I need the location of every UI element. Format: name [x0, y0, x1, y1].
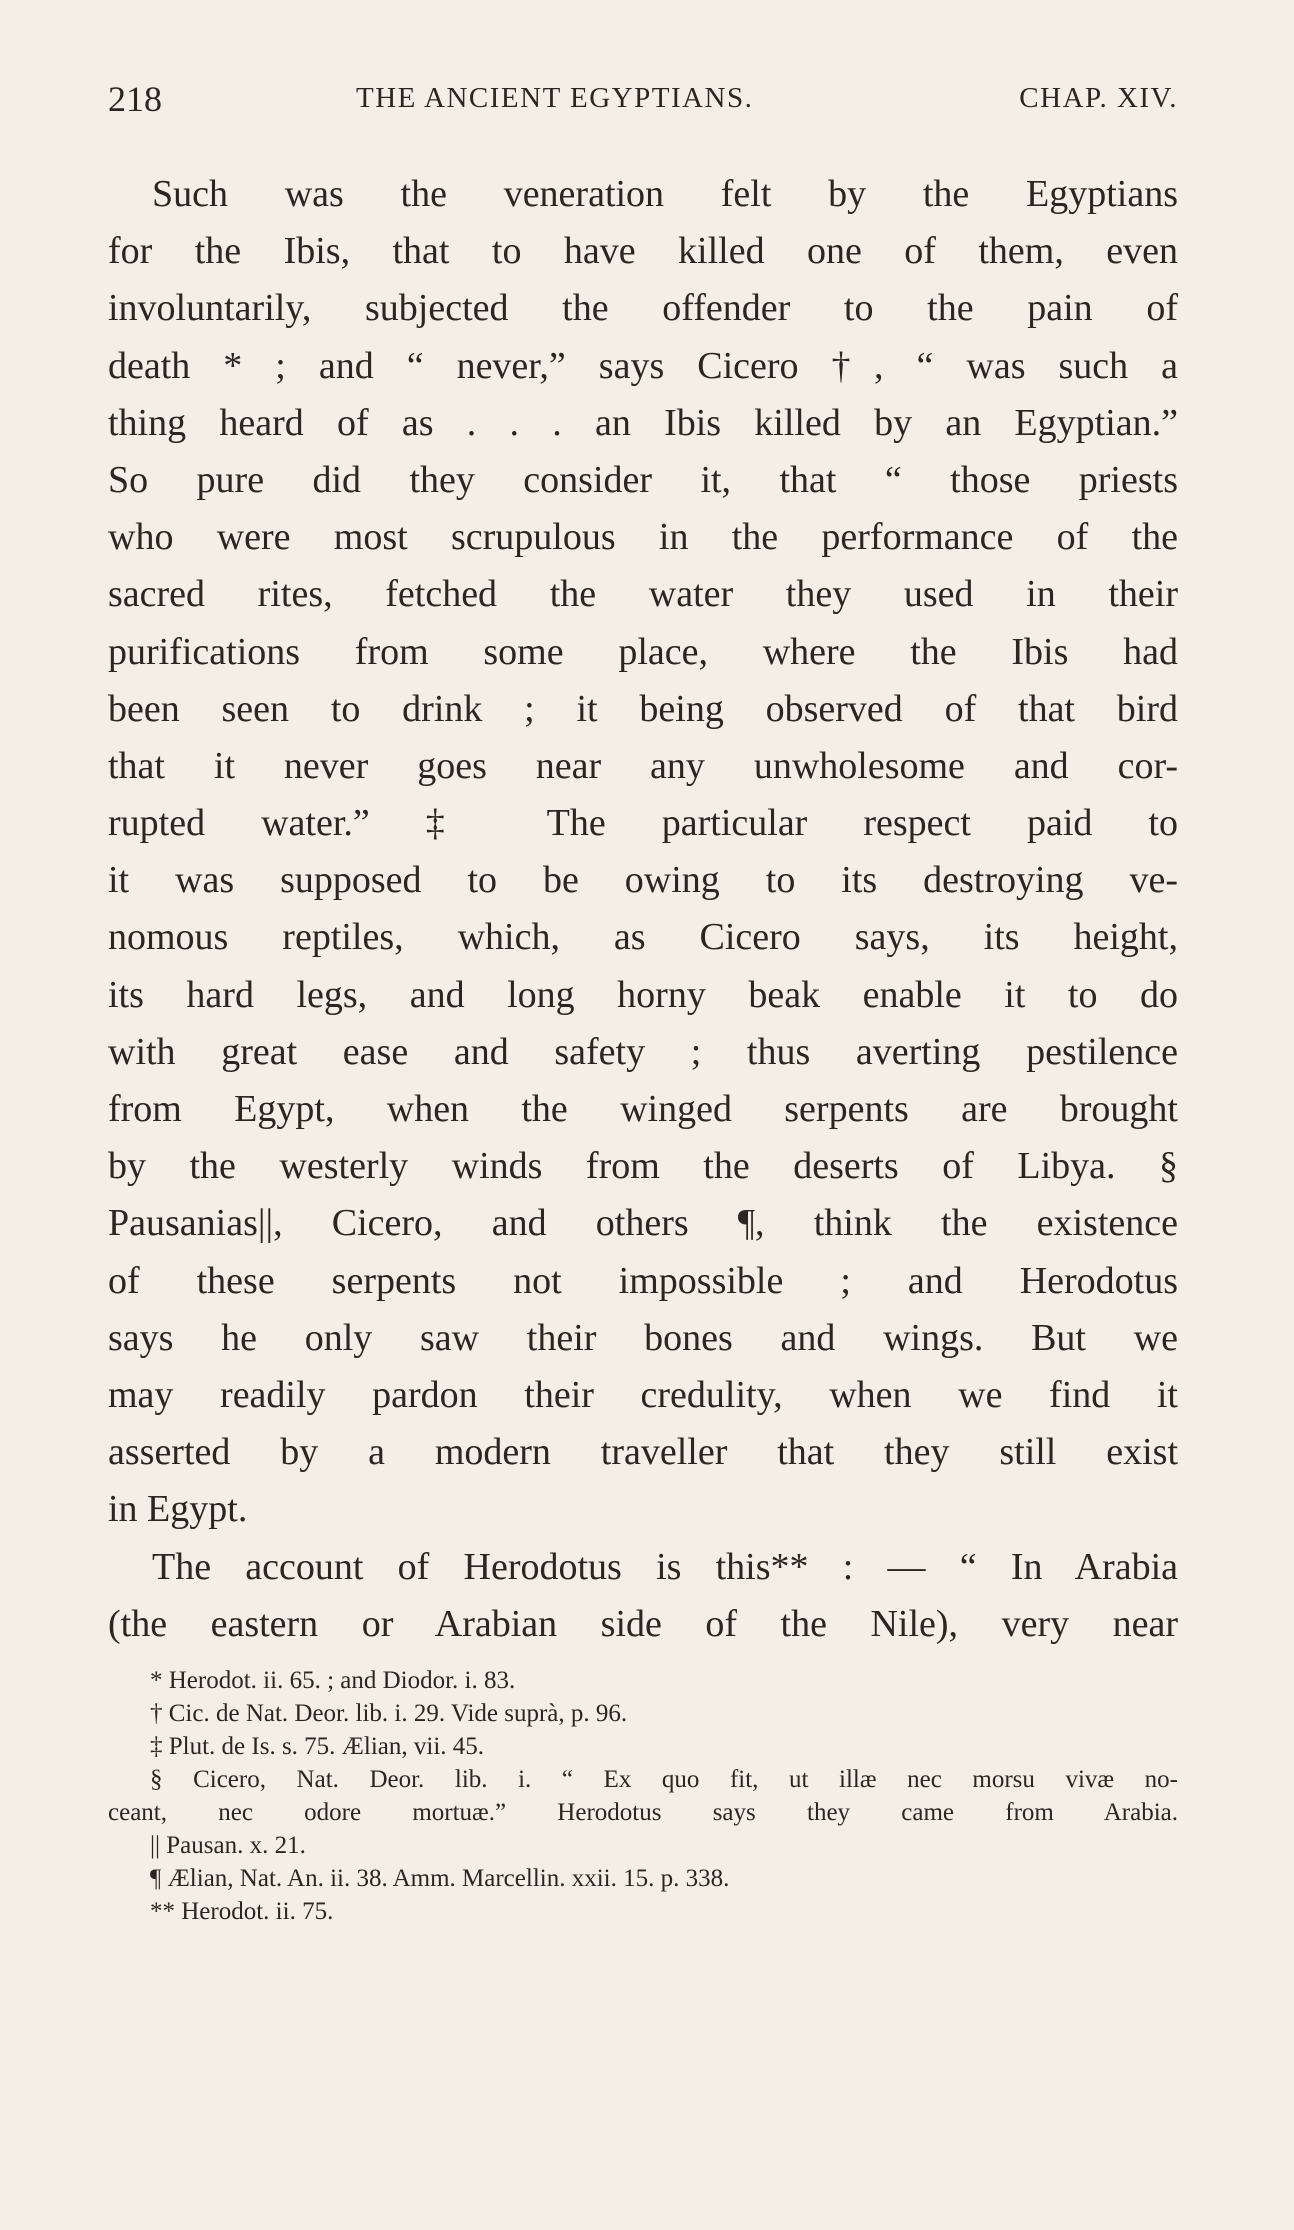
footnote: * Herodot. ii. 65. ; and Diodor. i. 83. [150, 1667, 516, 1694]
body-line: by the westerly winds from the deserts of Libya. § [108, 1145, 1178, 1188]
body-line: who were most scrupulous in the performance of the [108, 516, 1178, 559]
page-number: 218 [108, 79, 162, 119]
body-text [108, 166, 1178, 1653]
body-line: been seen to drink ; it being observed of that bird [108, 687, 1178, 730]
body-line: in Egypt. [108, 1488, 248, 1531]
body-line: involuntarily, subjected the offender to the pain of [108, 287, 1178, 330]
footnote: || Pausan. x. 21. [150, 1832, 306, 1859]
body-line: nomous reptiles, which, as Cicero says, its height, [108, 916, 1178, 959]
body-line: that it never goes near any unwholesome and cor- [108, 744, 1178, 787]
footnotes [108, 1664, 1178, 1928]
footnote: § Cicero, Nat. Deor. lib. i. “ Ex quo fit, ut illæ nec morsu vivæ no- [150, 1766, 1178, 1793]
footnote: † Cic. de Nat. Deor. lib. i. 29. Vide suprà, p. 96. [150, 1700, 628, 1727]
footnote-continuation: ceant, nec odore mortuæ.” Herodotus says they came from Arabia. [108, 1799, 1178, 1826]
body-line: may readily pardon their credulity, when we find it [108, 1373, 1178, 1416]
running-head: THE ANCIENT EGYPTIANS. [356, 82, 754, 114]
page-header [108, 78, 1178, 128]
body-line: for the Ibis, that to have killed one of them, even [108, 230, 1178, 273]
footnote: ‡ Plut. de Is. s. 75. Ælian, vii. 45. [150, 1733, 485, 1760]
body-line: (the eastern or Arabian side of the Nile), very near [108, 1602, 1178, 1645]
chapter-label: CHAP. XIV. [1019, 82, 1178, 114]
body-line: sacred rites, fetched the water they used in their [108, 573, 1178, 616]
body-line: death * ; and “ never,” says Cicero †, “ was such a [108, 344, 1178, 387]
body-line: So pure did they consider it, that “ those priests [108, 458, 1178, 501]
body-line: The account of Herodotus is this** : — “ In Arabia [152, 1545, 1178, 1588]
body-line: purifications from some place, where the Ibis had [108, 630, 1178, 673]
body-line: asserted by a modern traveller that they still exist [108, 1431, 1178, 1474]
body-line: rupted water.” ‡ The particular respect paid to [108, 802, 1178, 845]
body-line: from Egypt, when the winged serpents are brought [108, 1088, 1178, 1130]
body-line: its hard legs, and long horny beak enable it to do [108, 973, 1178, 1016]
body-line: Such was the veneration felt by the Egyptians [152, 173, 1178, 215]
footnote: ** Herodot. ii. 75. [150, 1898, 334, 1925]
body-line: of these serpents not impossible ; and Herodotus [108, 1259, 1178, 1302]
body-line: says he only saw their bones and wings. But we [108, 1316, 1178, 1359]
body-line: thing heard of as . . . an Ibis killed by an Egyptian.” [108, 401, 1178, 444]
body-line: with great ease and safety ; thus averting pestilence [108, 1030, 1178, 1073]
body-line: Pausanias||, Cicero, and others ¶, think the existence [108, 1202, 1178, 1245]
body-line: it was supposed to be owing to its destroying ve- [108, 859, 1178, 902]
footnote: ¶ Ælian, Nat. An. ii. 38. Amm. Marcellin. xxii. 15. p. 338. [150, 1865, 730, 1892]
